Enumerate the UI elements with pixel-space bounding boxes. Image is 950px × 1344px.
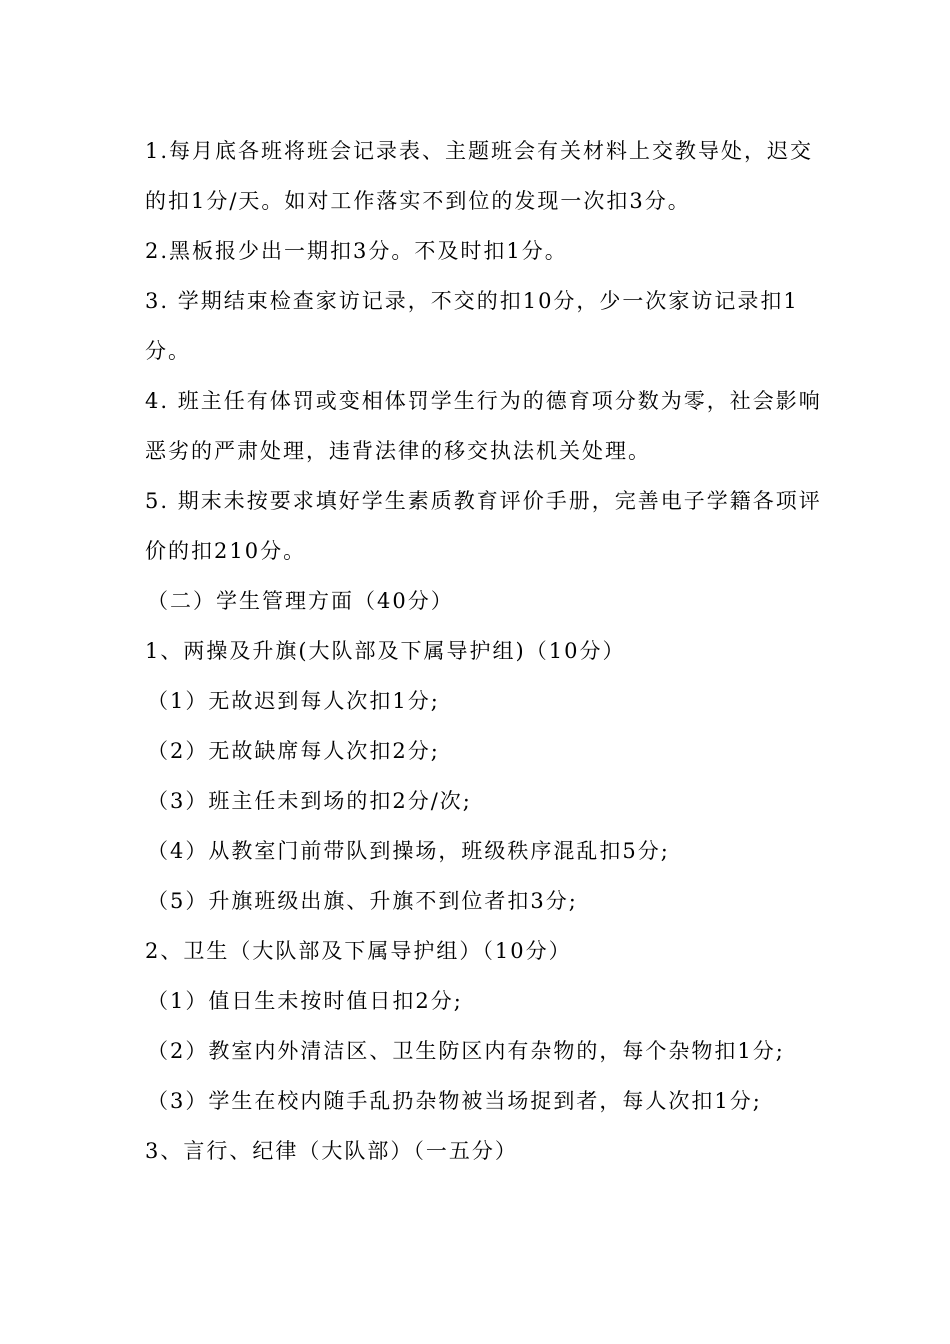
text-line-3: 2.黑板报少出一期扣3分。不及时扣1分。 xyxy=(145,239,568,263)
text-line-7: 恶劣的严肃处理，违背法律的移交执法机关处理。 xyxy=(145,439,651,463)
text-line-20: （3）学生在校内随手乱扔杂物被当场捉到者，每人次扣1分; xyxy=(147,1089,762,1113)
text-line-6: 4. 班主任有体罚或变相体罚学生行为的德育项分数为零，社会影响 xyxy=(145,389,822,413)
text-line-5: 分。 xyxy=(145,339,191,363)
text-line-12: （1）无故迟到每人次扣1分; xyxy=(147,689,440,713)
text-line-2: 的扣1分/天。如对工作落实不到位的发现一次扣3分。 xyxy=(145,189,691,213)
text-line-18: （1）值日生未按时值日扣2分; xyxy=(147,989,463,1013)
text-line-13: （2）无故缺席每人次扣2分; xyxy=(147,739,440,763)
subsection-heading-hygiene: 2、卫生（大队部及下属导护组）（10分） xyxy=(145,939,572,963)
subsection-heading-conduct: 3、言行、纪律（大队部）（一五分） xyxy=(145,1139,518,1163)
section-heading-student-management: （二）学生管理方面（40分） xyxy=(147,589,454,613)
text-line-15: （4）从教室门前带队到操场，班级秩序混乱扣5分; xyxy=(147,839,670,863)
text-line-8: 5. 期末未按要求填好学生素质教育评价手册，完善电子学籍各项评 xyxy=(145,489,822,513)
text-line-1: 1.每月底各班将班会记录表、主题班会有关材料上交教导处，迟交 xyxy=(145,139,814,163)
text-line-16: （5）升旗班级出旗、升旗不到位者扣3分; xyxy=(147,889,578,913)
text-line-14: （3）班主任未到场的扣2分/次; xyxy=(147,789,472,813)
subsection-heading-exercises: 1、两操及升旗(大队部及下属导护组)（10分） xyxy=(145,639,626,663)
text-line-9: 价的扣210分。 xyxy=(145,539,307,563)
text-line-19: （2）教室内外清洁区、卫生防区内有杂物的，每个杂物扣1分; xyxy=(147,1039,785,1063)
text-line-4: 3. 学期结束检查家访记录，不交的扣10分，少一次家访记录扣1 xyxy=(145,289,799,313)
